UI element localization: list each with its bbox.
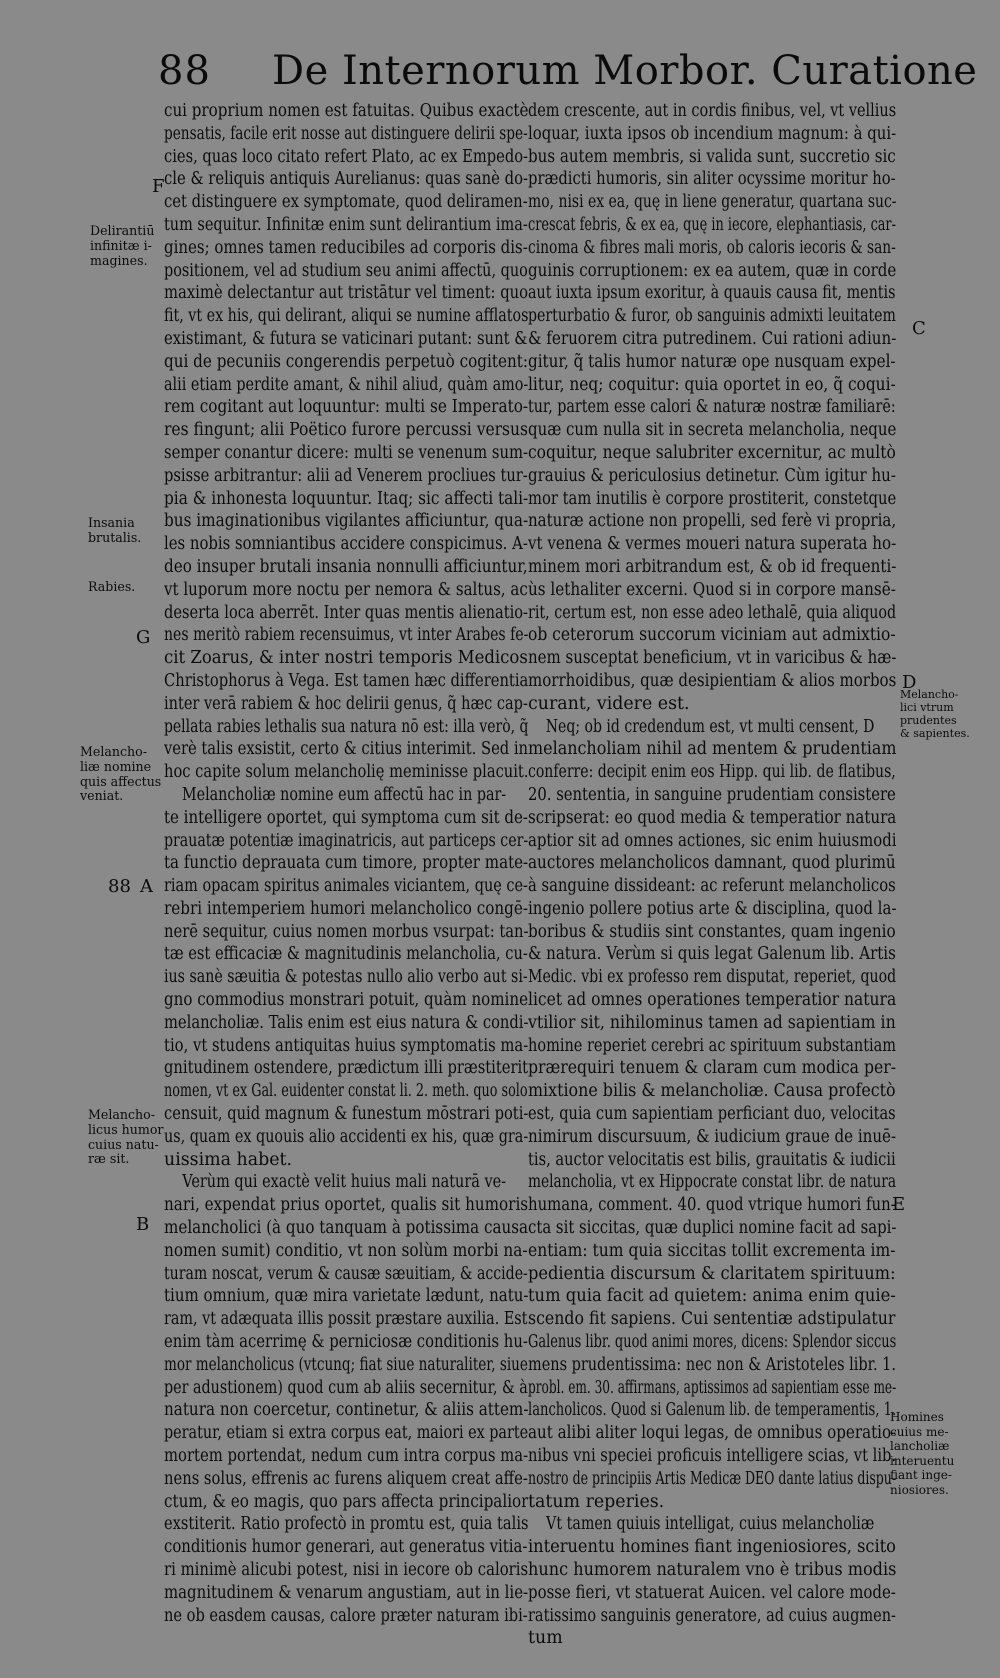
text-line: tium omnium, quæ mira varietate lædunt, natu- (164, 1286, 529, 1307)
text-line: rit, certum est, non esse adeo lethalē, quia aliquod (528, 602, 896, 623)
text-line: mor melancholicus (vtcunq; fiat siue naturaliter, siue (164, 1354, 528, 1375)
page-number: 88 (158, 48, 211, 94)
text-line: riam opacam spiritus animales viciantem, quę ce- (164, 876, 528, 897)
text-line: aut alibi aliter loqui legas, de omnibus operatio- (528, 1423, 897, 1444)
text-line: deserta loca aberrēt. Inter quas mentis alienatio- (164, 602, 528, 623)
text-line: gitur, q̃ talis humor naturæ ope nusquam expel- (528, 351, 896, 372)
gloss-rabies: Rabies. (88, 579, 136, 594)
text-line: natura non coercetur, continetur, & aliis attem- (164, 1400, 529, 1421)
text-line: tio, vt studens antiquitas huius symptomatis ma- (164, 1035, 528, 1056)
text-line: nibus vni speciei proficuis intelligere scias, vt lib. (528, 1446, 896, 1467)
margin-letter-g: G (136, 627, 151, 648)
text-line: te intelligere oportet, qui symptoma cum sit de- (164, 807, 528, 828)
text-line: aptior sit ad omnes actiones, sic enim huiusmodi (528, 830, 897, 851)
text-line: licet ad omnes operationes temperatior natura (528, 990, 896, 1011)
margin-letter-c: C (912, 318, 926, 339)
text-line: coquitur, neque salubriter excernitur, ac multò (528, 442, 896, 463)
text-line: boribus & studiis sint constantes, quam ingenio (528, 921, 896, 942)
text-line: hoc capite solum melancholię meminisse placuit. (164, 762, 529, 783)
text-line: melancholiæ. Talis enim est eius natura & condi- (164, 1012, 529, 1033)
text-line: alii etiam perdite amant, & nihil aliud, quàm amo- (164, 374, 529, 395)
text-line: prauatæ potentiæ imaginatricis, aut particeps cer- (164, 830, 529, 851)
text-line: bus autem membris, si valida sunt, succretio sic (528, 146, 896, 167)
text-line: ta functio deprauata cum timore, propter mate- (164, 853, 529, 874)
gloss-melancholiae-nomine: Melancho- liæ nomine quis affectus veniat. (80, 744, 162, 804)
text-line: entiam: tum quia siccitas tollit excrementa im- (528, 1240, 896, 1261)
text-line: & feruorem citra putredinem. Cui rationi adiun- (528, 328, 897, 349)
text-line: vt venena & vermes moueri natura superata ho- (528, 534, 897, 555)
text-line: per adustionem) quod cum ab aliis secernitur, & à (164, 1377, 528, 1398)
text-line: probl. em. 30. affirmans, aptissimos ad sapientiam esse me- (528, 1377, 897, 1398)
text-line: & natura. Verùm si quis legat Galenum lib. Artis (528, 944, 896, 965)
text-line: Christophorus à Vega. Est tamen hæc differentia (164, 670, 529, 691)
gloss-insania: Insania brutalis. (88, 515, 142, 545)
text-line: 20. sententia, in sanguine prudentiam consistere (528, 784, 896, 805)
text-line: crescat febris, & ex ea, quę in iecore, elephantiasis, car- (528, 214, 896, 235)
text-line: quæ cum nulla sit in secreta melancholia, neque (528, 420, 897, 441)
margin-letter-d: D (902, 672, 917, 693)
text-line: res fingunt; alii Poëtico furore percussi versus (164, 420, 528, 441)
text-line: gines; omnes tamen reducibiles ad corporis dis- (164, 237, 528, 258)
text-line: aut iuxta ipsum exoritur, à quauis causa fit, mentis (528, 283, 896, 304)
text-line: positionem, vel ad studium seu animi affectū, quo (164, 260, 528, 281)
text-line: tum quia facit ad quietem: anima enim quie- (528, 1286, 896, 1307)
text-line: melancholici (à quo tanquam à potissima causa (164, 1218, 529, 1239)
text-line: us, quam ex quouis alio accidenti ex his, quæ gra- (164, 1126, 528, 1147)
text-line: litur, neq; coquitur: quia oportet in eo, q̃ coqui- (528, 374, 896, 395)
text-line: censuit, quid magnum & funestum mōstrari poti- (164, 1104, 529, 1125)
text-line: rem cogitant aut loquuntur: multi se Imperato- (164, 397, 528, 418)
text-line: lancholicos. Quod si Galenum lib. de temperamentis, 1. (528, 1400, 896, 1421)
text-line: fit, vt ex his, qui delirant, aliqui se numine afflatos (164, 306, 529, 327)
text-line: bus imaginationibus vigilantes afficiuntur, qua- (164, 511, 528, 532)
text-line: cta sit siccitas, quæ duplici nomine facit ad sapi- (528, 1218, 897, 1239)
left-text-column (164, 100, 528, 1627)
text-line: homine reperiet cerebri ac spirituum substantiam (528, 1035, 896, 1056)
text-line: vt luporum more noctu per nemora & saltus, ac (164, 579, 528, 600)
text-line: exstiterit. Ratio profectò in promtu est, quia talis (164, 1514, 529, 1535)
text-line: scendo fit sapiens. Cui sententiæ adstipulatur (528, 1309, 896, 1330)
text-line: cit Zoarus, & inter nostri temporis Medicos (164, 648, 528, 669)
text-line: est, quia cum sapientiam perficiant duo, velocitas (528, 1104, 896, 1125)
text-line: cet distinguere ex symptomate, quod deliramen- (164, 192, 528, 213)
text-line: qui de pecuniis congerendis perpetuò cogitent: (164, 351, 528, 372)
right-text-column (528, 100, 896, 1650)
text-line: grauius & periculosius detinetur. Cùm igitur hu- (528, 465, 896, 486)
text-line: psisse arbitrantur: alii ad Venerem procliues tur- (164, 465, 528, 486)
gloss-melancholicus-humor: Melancho- licus humor cuius natu- ræ sit. (88, 1107, 164, 1167)
text-line: pia & inhonesta loquuntur. Itaq; sic affecti tali- (164, 488, 528, 509)
text-line: prædicti humoris, sin aliter ocyssime moritur ho- (528, 169, 896, 190)
text-line: guinis corruptionem: ex ea autem, quæ in corde (528, 260, 897, 281)
text-line: cies, quas loco citato refert Plato, ac ex Empedo- (164, 146, 529, 167)
text-line: mo, nisi ex ea, quę in liene generatur, quartana suc- (528, 192, 897, 213)
text-line: mortem portendat, nedum cum intra corpus ma- (164, 1446, 528, 1467)
text-line: loquar, iuxta ipsos ob incendium magnum: à qui- (528, 123, 897, 144)
margin-letter-f: F (152, 176, 165, 197)
text-line: existimant, & futura se vaticinari putant: sunt & (164, 328, 528, 349)
text-line: cle & reliquis antiquis Aurelianus: quas sanè do- (164, 169, 528, 190)
text-line: humana, comment. 40. quod vtrique humori fun- (528, 1195, 896, 1216)
text-line: Melancholiæ nomine eum affectū hac in par- (182, 784, 507, 805)
text-line: nem susceptat beneficium, vt in varicibus & hæ- (528, 648, 897, 669)
text-line: tum sequitur. Infinitæ enim sunt delirantium ima- (164, 214, 528, 235)
text-line: ne ob easdem causas, calore præter naturam ibi- (164, 1605, 528, 1626)
text-line: prærequiri tenuem & claram cum modica per- (528, 1058, 897, 1079)
text-line: ratissimo sanguinis generatore, ad cuius augmen- (528, 1605, 896, 1626)
text-line: ingenio pollere potius arte & disciplina, quod la- (528, 898, 897, 919)
gloss-delirantium: Delirantiū infinitæ i- magines. (90, 223, 155, 268)
text-line: pellata rabies lethalis sua natura nō est: illa verò, q̃ (164, 716, 529, 737)
text-line: auctores melancholicos damnant, quod plurimū (528, 853, 896, 874)
text-line: scripserat: eo quod media & temperatior natura (528, 807, 897, 828)
text-line: magnitudinem & venarum angustiam, aut in lie- (164, 1582, 528, 1603)
text-line: Vt tamen quiuis intelligat, cuius melancholiæ (546, 1514, 875, 1535)
text-line: mor tam inutilis è corpore prostiterit, constetque (528, 488, 897, 509)
text-line: tatum reperies. (528, 1491, 665, 1512)
text-line: nomen sumit) conditio, vt non solùm morbi na- (164, 1240, 528, 1261)
text-line: nerē sequitur, cuius nomen morbus vsurpat: tan- (164, 921, 529, 942)
text-line: Galenus libr. quod animi mores, dicens: Splendor siccus (528, 1332, 897, 1353)
text-line: cinoma & fibres mali moris, ob caloris iecoris & san- (528, 237, 896, 258)
text-line: perturbatio & furor, ob sanguinis admixti leuitatem (528, 306, 896, 327)
text-line: pensatis, facile erit nosse aut distinguere delirii spe- (164, 123, 528, 144)
text-line: gnitudinem ostendere, prædictum illi præstiterit (164, 1058, 529, 1079)
text-line: melancholiam nihil ad mentem & prudentiam (528, 739, 897, 760)
text-line: tæ est efficaciæ & magnitudinis melancholia, cu- (164, 944, 528, 965)
text-line: maximè delectantur aut tristātur vel timent: quo (164, 283, 528, 304)
text-line: uissima habet. (164, 1149, 293, 1170)
text-line: tis, auctor velocitatis est bilis, grauitatis & iudicii (528, 1149, 896, 1170)
text-line: naturæ actione non propelli, sed ferè vi propria, (528, 511, 897, 532)
text-line: interuentu homines fiant ingeniosiores, scito (528, 1537, 896, 1558)
text-line: minem mori arbitrandum est, & ob id frequenti- (528, 556, 897, 577)
text-line: ri minimè alicubi potest, nisi in iecore ob caloris (164, 1560, 528, 1580)
text-line: enim tàm acerrimę & perniciosæ conditionis hu- (164, 1332, 528, 1353)
text-line: ctum, & eo magis, quo pars affecta principalior (164, 1491, 529, 1512)
text-line: turam noscat, verum & causæ sæuitiam, & accide- (164, 1263, 528, 1284)
text-line: nostro de principiis Artis Medicæ DEO dante latius dispu- (528, 1468, 896, 1489)
text-line: morrhoidibus, quæ desipientiam & alios morbos (528, 670, 897, 691)
text-line: cui proprium nomen est fatuitas. Quibus exactè (164, 101, 529, 121)
text-line: nens solus, effrenis ac furens aliquem creat affe- (164, 1468, 528, 1489)
text-line: les nobis somniantibus accidere conspicimus. A- (164, 534, 528, 555)
text-line: deo insuper brutali insania nonnulli afficiuntur, (164, 556, 528, 577)
text-line: tum (528, 1628, 563, 1649)
text-line: melancholia, vt ex Hippocrate constat libr. de natura (528, 1172, 897, 1193)
margin-number-88: 88 (108, 876, 131, 897)
text-line: nari, expendat prius oportet, qualis sit humoris (164, 1195, 529, 1216)
text-line: posse fieri, vt statuerat Auicen. vel calore mode- (528, 1582, 896, 1603)
text-line: gno commodius monstrari potuit, quàm nomine (164, 990, 529, 1011)
text-line: ram, vt adæquata illis possit præstare auxilia. Est (164, 1309, 528, 1330)
text-line: verè talis exsistit, certo & citius interimit. Sed in (164, 739, 529, 760)
gloss-prudentes: Melancho- lici vtrum prudentes & sapientes. (900, 688, 970, 740)
text-line: nimirum discursuum, & iudicium graue de inuē- (528, 1126, 897, 1147)
margin-letter-b: B (136, 1214, 150, 1235)
text-line: conferre: decipit enim eos Hipp. qui lib. de flatibus, (528, 762, 896, 783)
text-line: peratur, etiam si extra corpus eat, maiori ex parte (164, 1423, 528, 1444)
text-line: inter verā rabiem & hoc delirii genus, q̃ hæc cap- (164, 693, 528, 714)
text-line: nes meritò rabiem recensuimus, vt inter Arabes fe- (164, 625, 529, 646)
gloss-homines: Homines cuius me- lancholiæ interuentu fiant inge- niosiores. (890, 1410, 955, 1497)
text-line: ùs lethaliter excerni. Quod si in corpore mansē- (528, 579, 896, 600)
text-line: mens prudentissima: nec non & Aristoteles libr. 1. (528, 1354, 896, 1375)
text-line: tur, partem esse calori & naturæ nostræ familiarē: (528, 397, 896, 418)
text-line: hunc humorem naturalem vno è tribus modis (528, 1560, 897, 1580)
margin-letter-a: A (140, 876, 153, 897)
text-line: Neq; ob id credendum est, vt multi censent, D (545, 716, 875, 737)
text-line: ius sanè sæuitia & potestas nullo alio verbo aut si- (164, 967, 528, 988)
running-title: De Internorum Morbor. Curatione (272, 48, 978, 94)
text-line: curant, videre est. (528, 693, 690, 714)
text-line: Medic. vbi ex professo rem disputat, reperiet, quod (528, 967, 897, 988)
text-line: à sanguine dissideant: ac referunt melancholicos (528, 876, 896, 897)
text-line: conditionis humor generari, aut generatus vitia- (164, 1537, 528, 1558)
text-line: ob ceterorum succorum viciniam aut admixtio- (528, 625, 896, 646)
text-line: Verùm qui exactè velit huius mali naturā ve- (182, 1172, 507, 1193)
text-line: semper conantur dicere: multi se venenum sum- (164, 442, 528, 463)
text-line: nomen, vt ex Gal. euidenter constat li. 2. meth. quo solo (164, 1081, 528, 1102)
margin-letter-e: E (892, 1194, 906, 1215)
text-line: dem crescente, aut in cordis finibus, vel, vt vellius (528, 101, 897, 121)
text-line: mixtione bilis & melancholiæ. Causa profectò (528, 1081, 896, 1102)
text-line: vtilior sit, nihilominus tamen ad sapientiam in (528, 1012, 896, 1033)
text-line: pedientia discursum & claritatem spirituum: (528, 1263, 896, 1284)
text-line: rebri intemperiem humori melancholico congē- (164, 898, 529, 919)
